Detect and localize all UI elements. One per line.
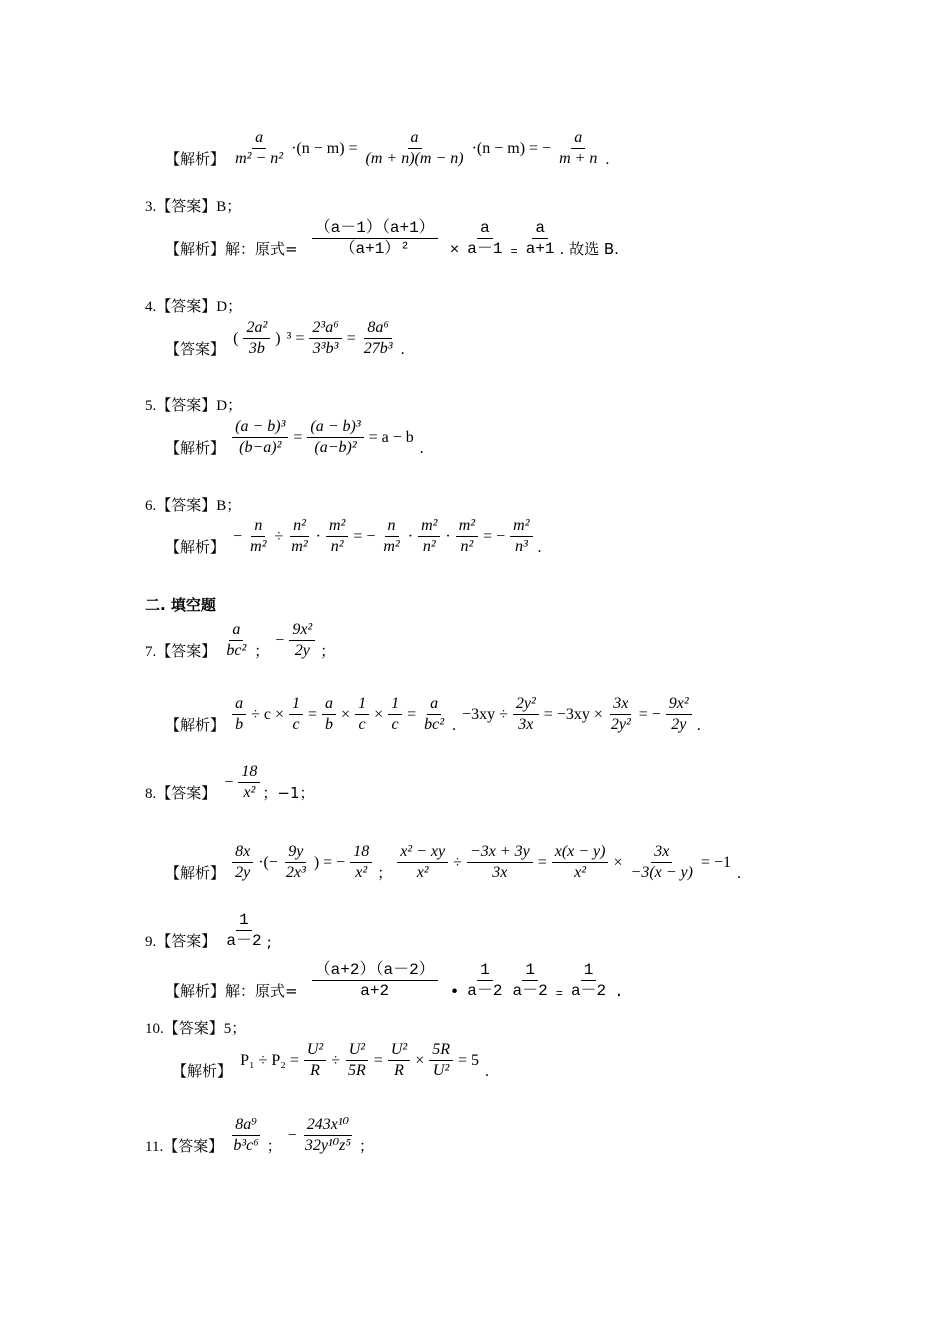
operator: = [346, 329, 356, 347]
item6-analysis [165, 516, 545, 557]
numerator: a [232, 694, 246, 715]
item-number: 11. [145, 1139, 164, 1155]
denominator: a－2 [467, 982, 503, 1000]
numerator: 9y [285, 842, 306, 863]
separator: ； [266, 1137, 282, 1155]
operator: − [233, 527, 243, 545]
numerator: 9x² [289, 620, 315, 641]
separator: ； [320, 642, 336, 660]
denominator: a－2 [570, 982, 607, 1000]
answer-value: B； [216, 199, 242, 215]
numerator: 1 [236, 910, 252, 931]
item-number: 7. [145, 644, 157, 660]
separator: ； [254, 642, 270, 660]
denominator: 3b [248, 340, 265, 357]
numerator: 1 [355, 694, 369, 715]
operator: − [287, 1126, 297, 1144]
numerator: 5R [429, 1040, 453, 1061]
operator: = − [353, 527, 376, 545]
operator: = −1 [700, 853, 732, 871]
denominator: 27b³ [363, 340, 393, 357]
denominator: c [292, 716, 300, 733]
denominator: 3x [518, 716, 534, 733]
denominator: R [394, 1062, 404, 1079]
operator: × [341, 705, 351, 723]
numerator: (a − b)³ [307, 417, 363, 438]
item11-formula [228, 1115, 377, 1156]
denominator: b³c⁶ [233, 1137, 259, 1154]
item7-formula [230, 694, 704, 735]
item8-analysis [165, 842, 744, 883]
denominator: bc² [424, 716, 445, 733]
numerator: m² [510, 516, 532, 537]
item-number: 3. [145, 199, 157, 215]
numerator: 8a⁶ [364, 318, 392, 339]
denominator: 32y¹⁰z⁵ [304, 1137, 351, 1154]
analysis-prefix: 解：原式= [225, 240, 298, 258]
numerator: 8a⁹ [232, 1115, 260, 1136]
analysis-label: 【解析】 [165, 864, 226, 882]
numerator: U² [304, 1040, 326, 1061]
item3-analysis [165, 218, 619, 259]
numerator: （a+2）（a－2） [312, 960, 438, 981]
denominator: a－2 [512, 982, 548, 1000]
numerator: U² [388, 1040, 410, 1061]
item8-answers [221, 762, 262, 803]
answer-label: 【答案】 [156, 642, 217, 660]
operator: = [407, 705, 417, 723]
numerator: 1 [581, 960, 597, 981]
analysis-label: 【解析】 [172, 1062, 233, 1080]
item5-answer [145, 394, 242, 415]
item8-formula [230, 842, 744, 883]
operator: ÷ [453, 853, 462, 871]
answer-label: 【答案】 [156, 932, 217, 950]
operator: × [449, 241, 460, 259]
denominator: x² [416, 864, 429, 881]
denominator: n³ [514, 538, 528, 555]
numerator: a [571, 128, 585, 149]
answer-rest: ；−1； [262, 784, 315, 802]
numerator: a [229, 620, 243, 641]
denominator: x² [355, 864, 368, 881]
denominator: m² [383, 538, 400, 555]
analysis-label: 【解析】 [165, 439, 226, 457]
operator: − [224, 773, 234, 791]
answer-label: 【答案】 [163, 1137, 224, 1155]
item-number: 10. [145, 1021, 164, 1037]
item6-formula [230, 516, 544, 557]
operator: ÷ c × [251, 705, 285, 723]
item8-answer [145, 762, 315, 803]
analysis-label: 【解析】 [165, 150, 226, 168]
item7-analysis [165, 694, 704, 735]
denominator: 3³b³ [312, 340, 339, 357]
numerator: m² [418, 516, 440, 537]
operator: −3xy ÷ [462, 705, 508, 723]
answer-label: 【答案】 [156, 297, 217, 315]
operator: × [374, 705, 384, 723]
item-number: 4. [145, 299, 157, 315]
denominator: 2y² [610, 716, 631, 733]
item10-analysis [172, 1040, 492, 1081]
operator: = [373, 1051, 383, 1069]
operator: ·(n − m) = [291, 139, 358, 157]
separator: ; [266, 933, 272, 951]
numerator: a [408, 128, 422, 149]
answer-label: 【答案】 [163, 1019, 224, 1037]
period: . [400, 341, 405, 358]
analysis-label: 【解析】 [165, 538, 226, 556]
denominator: 2y [671, 716, 687, 733]
numerator: 9x² [666, 694, 692, 715]
denominator: 2y [235, 864, 251, 881]
denominator: m² [250, 538, 267, 555]
numerator: a [252, 128, 266, 149]
operator: = [308, 705, 318, 723]
operator: = − [483, 527, 506, 545]
numerator: (a − b)³ [232, 417, 288, 438]
analysis-label: 【解析】 [165, 716, 226, 734]
operator: ·(n − m) = − [471, 139, 552, 157]
answer-label: 【答案】 [156, 396, 217, 414]
denominator: (a−b)² [314, 439, 357, 456]
item4-analysis [165, 318, 408, 359]
denominator: (m + n)(m − n) [365, 150, 464, 167]
numerator: 1 [522, 960, 538, 981]
period: . [419, 440, 424, 457]
operator: · [445, 527, 451, 545]
item3-formula [303, 218, 560, 259]
item10-formula [237, 1040, 492, 1081]
item2-analysis [165, 120, 612, 169]
denominator: 5R [348, 1062, 366, 1079]
numerator: m² [456, 516, 478, 537]
numerator: a [427, 694, 441, 715]
item6-answer [145, 494, 241, 515]
item11-answer [145, 1115, 377, 1156]
numerator: a [477, 218, 493, 239]
item4-answer [145, 295, 242, 316]
separator: ； [377, 864, 393, 882]
period: . [452, 717, 457, 734]
numerator: 8x [232, 842, 253, 863]
operator: = [555, 987, 563, 1001]
numerator: 2a² [243, 318, 270, 339]
denominator: n² [422, 538, 436, 555]
item3-answer [145, 195, 241, 216]
analysis-suffix: . 故选 B. [559, 240, 619, 258]
denominator: c [358, 716, 366, 733]
denominator: −3(x − y) [630, 864, 693, 881]
operator: · [315, 527, 321, 545]
denominator: n² [330, 538, 344, 555]
operator: × [415, 1051, 425, 1069]
analysis-label: 【解析】 [165, 982, 226, 1000]
section-heading: 二. 填空题 [145, 596, 216, 614]
answer-value: D； [216, 299, 243, 315]
item9-analysis [165, 960, 627, 1001]
period: . [605, 151, 610, 168]
denominator: 2x³ [285, 864, 306, 881]
denominator: m² − n² [235, 150, 284, 167]
separator: ； [358, 1137, 374, 1155]
numerator: n [385, 516, 399, 537]
denominator: U² [432, 1062, 450, 1079]
denominator: a+1 [525, 240, 555, 258]
answer-value: D； [216, 398, 243, 414]
operator: P₁ ÷ P₂ = [240, 1051, 299, 1069]
period: . [537, 539, 542, 556]
numerator: −3x + 3y [467, 842, 533, 863]
item9-answer [145, 910, 272, 951]
answer-label: 【答案】 [156, 197, 217, 215]
item7-answers [221, 620, 338, 661]
denominator: x² [243, 784, 256, 801]
operator: × [613, 853, 623, 871]
operator: ³ = [286, 329, 305, 347]
numerator: a [322, 694, 336, 715]
denominator: a+2 [360, 982, 390, 1000]
item-number: 5. [145, 398, 157, 414]
item-number: 8. [145, 786, 157, 802]
item5-analysis [165, 417, 427, 458]
denominator: a－2 [226, 932, 262, 950]
numerator: x² − xy [397, 842, 448, 863]
numerator: 3x [651, 842, 672, 863]
denominator: （a+1）² [339, 240, 410, 258]
operator: = [293, 428, 303, 446]
denominator: m² [291, 538, 308, 555]
operator: · [407, 527, 414, 545]
item-number: 9. [145, 934, 157, 950]
denominator: b [235, 716, 244, 733]
item5-formula [230, 417, 427, 458]
denominator: m + n [559, 150, 598, 167]
denominator: b [325, 716, 334, 733]
item9-answer-frac [221, 910, 266, 951]
answer-label: 【答案】 [165, 340, 226, 358]
numerator: 1 [388, 694, 402, 715]
operator: ) = − [313, 853, 346, 871]
numerator: 3x [610, 694, 631, 715]
analysis-label: 【解析】 [165, 240, 226, 258]
item2-formula [230, 128, 612, 169]
numerator: x(x − y) [552, 842, 609, 863]
denominator: n² [460, 538, 474, 555]
numerator: 1 [477, 960, 493, 981]
denominator: 3x [492, 864, 508, 881]
operator: = [537, 853, 547, 871]
numerator: a [532, 218, 548, 239]
numerator: m² [326, 516, 348, 537]
operator: ·(− [258, 853, 278, 871]
numerator: n² [290, 516, 309, 537]
result: = 5 [458, 1051, 480, 1069]
numerator: n [251, 516, 265, 537]
item9-formula [303, 960, 627, 1001]
numerator: 1 [289, 694, 303, 715]
result: = a − b [368, 428, 414, 446]
operator: = − [638, 705, 661, 723]
denominator: c [391, 716, 399, 733]
denominator: x² [574, 864, 587, 881]
denominator: 2y [294, 642, 310, 659]
period: . [485, 1063, 490, 1080]
numerator: （a－1）（a+1） [312, 218, 438, 239]
answer-label: 【答案】 [156, 784, 217, 802]
answer-value: B； [216, 498, 242, 514]
item7-answer [145, 620, 338, 661]
denominator: (b−a)² [239, 439, 282, 456]
period: . [696, 717, 701, 734]
item-number: 6. [145, 498, 157, 514]
numerator: U² [346, 1040, 368, 1061]
numerator: 2³a⁶ [309, 318, 341, 339]
denominator: R [310, 1062, 320, 1079]
period: . [737, 865, 742, 882]
operator: • [449, 983, 460, 1001]
answer-label: 【答案】 [156, 496, 217, 514]
item10-answer [145, 1017, 246, 1038]
analysis-prefix: 解：原式= [225, 982, 298, 1000]
operator: = [510, 245, 518, 259]
operator: − [275, 631, 285, 649]
denominator: a－1 [467, 240, 503, 258]
numerator: 2y² [513, 694, 539, 715]
numerator: 243x¹⁰ [304, 1115, 352, 1136]
operator: = −3xy × [543, 705, 603, 723]
operator: ÷ [274, 527, 284, 545]
period: . [614, 983, 624, 1001]
answer-value: 5； [223, 1021, 247, 1037]
operator: ÷ [331, 1051, 341, 1069]
numerator: 18 [350, 842, 372, 863]
item4-formula: ( $\frac{\text{2a²}}{3b}$ ) ³ = $\frac{\text{2³a⁶}}{\text{3³b³}}$ = $\frac{\text{8a⁶}}{\text{27b³}}$ . [233, 319, 405, 358]
denominator: bc² [226, 642, 247, 659]
numerator: 18 [238, 762, 260, 783]
